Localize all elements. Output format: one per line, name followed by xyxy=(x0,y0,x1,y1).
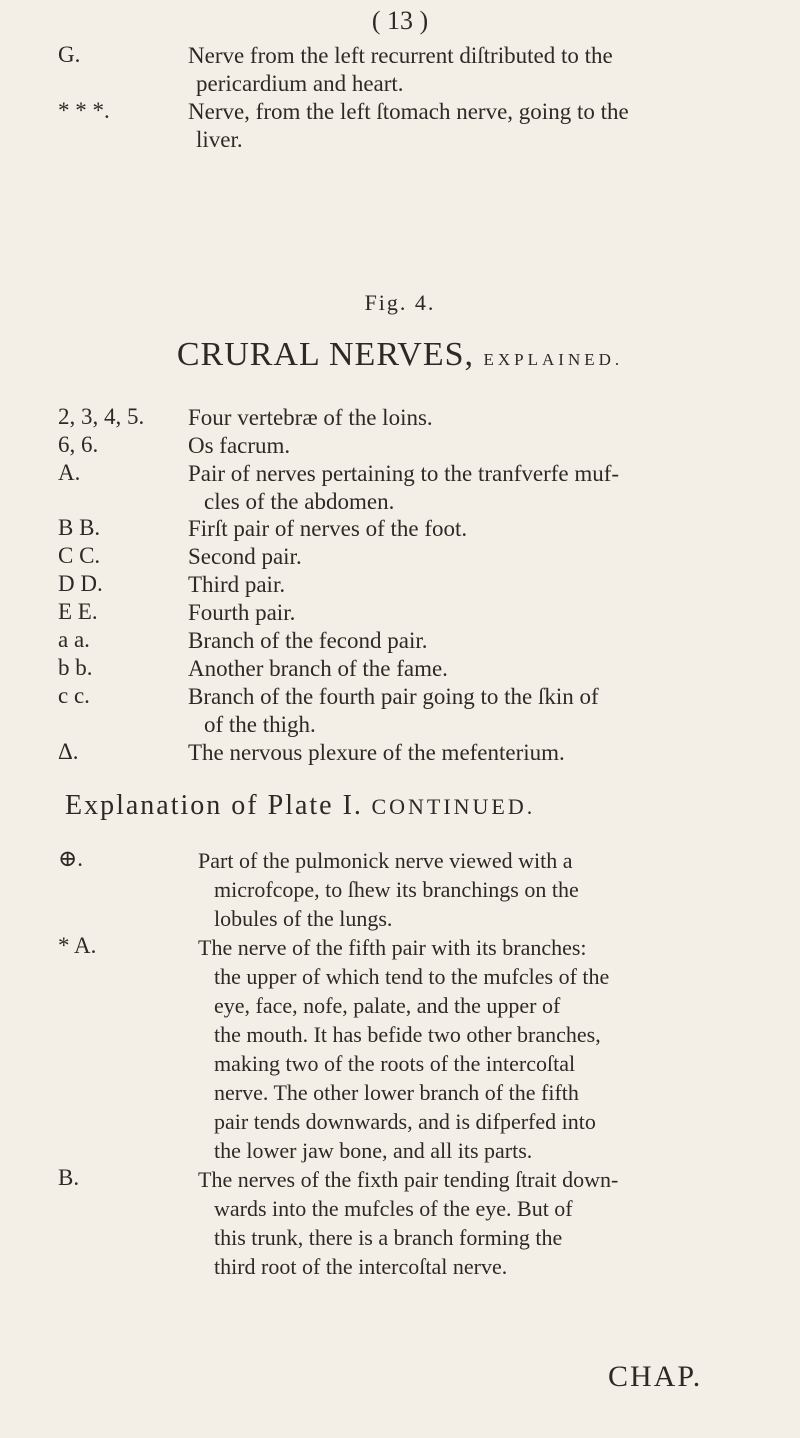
entry-text xyxy=(188,627,768,655)
entry-text xyxy=(198,933,778,1165)
explanation-heading-main: Explanation of Plate I. xyxy=(65,790,363,821)
line: Os facrum. xyxy=(188,433,291,458)
entry-key: A. xyxy=(58,460,81,485)
line: pair tends downwards, and is difperfed into xyxy=(214,1109,596,1134)
line: Another branch of the fame. xyxy=(188,656,448,681)
entry-key: B. xyxy=(58,1165,80,1190)
line: The nerve of the fifth pair with its branches: xyxy=(198,935,587,960)
entry-text xyxy=(188,543,768,571)
line: third root of the intercoſtal nerve. xyxy=(214,1254,508,1279)
line: The nerves of the fixth pair tending ſtrait down- xyxy=(198,1167,619,1192)
line: lobules of the lungs. xyxy=(214,906,393,931)
entry-key: 2, 3, 4, 5. xyxy=(58,404,145,429)
entry-text xyxy=(198,1165,778,1281)
entry-text xyxy=(188,571,768,599)
entry-text xyxy=(188,683,768,739)
entry-text xyxy=(188,42,768,98)
entry-key: 6, 6. xyxy=(58,432,99,457)
line: Third pair. xyxy=(188,572,286,597)
line: Firſt pair of nerves of the foot. xyxy=(188,516,468,541)
line: Nerve, from the left ſtomach nerve, going to the xyxy=(188,99,629,124)
entry-text xyxy=(188,460,768,516)
entry-text xyxy=(188,404,768,432)
entry-key: G. xyxy=(58,42,81,67)
section-title-suffix: EXPLAINED. xyxy=(483,350,624,369)
line: pericardium and heart. xyxy=(196,71,404,96)
line: the mouth. It has befide two other branches, xyxy=(214,1022,601,1047)
section-title xyxy=(0,336,800,374)
explanation-heading-suffix: CONTINUED. xyxy=(371,794,536,819)
line: Branch of the fourth pair going to the ſkin of xyxy=(188,684,599,709)
line: the lower jaw bone, and all its parts. xyxy=(214,1138,533,1163)
entry-text xyxy=(188,739,768,767)
line: microfcope, to ſhew its branchings on the xyxy=(214,877,579,902)
entry-key: Δ. xyxy=(58,739,79,764)
line: the upper of which tend to the mufcles of the xyxy=(214,964,610,989)
line: Four vertebræ of the loins. xyxy=(188,405,433,430)
entry-text xyxy=(198,846,778,933)
line: Pair of nerves pertaining to the tranfverfe muf- xyxy=(188,461,620,486)
entry-key: E E. xyxy=(58,599,98,624)
entry-key: c c. xyxy=(58,683,90,708)
line: Second pair. xyxy=(188,544,302,569)
page-number: ( 13 ) xyxy=(371,6,429,35)
entry-key: D D. xyxy=(58,571,103,596)
entry-key: B B. xyxy=(58,515,101,540)
line: making two of the roots of the intercoſtal xyxy=(214,1051,576,1076)
entry-key: a a. xyxy=(58,627,90,652)
entry-key: b b. xyxy=(58,655,93,680)
explanation-heading xyxy=(65,790,785,822)
line: Nerve from the left recurrent diſtributed to the xyxy=(188,43,613,68)
entry-key: ⊕. xyxy=(58,846,84,871)
line: Fourth pair. xyxy=(188,600,296,625)
entry-text xyxy=(188,432,768,460)
line: The nervous plexure of the mefenterium. xyxy=(188,740,565,765)
entry-text xyxy=(188,515,768,543)
entry-key: C C. xyxy=(58,543,101,568)
entry-key: * * *. xyxy=(58,98,110,123)
entry-text xyxy=(188,98,768,154)
line: wards into the mufcles of the eye. But of xyxy=(214,1196,573,1221)
line: this trunk, there is a branch forming the xyxy=(214,1225,563,1250)
line: Part of the pulmonick nerve viewed with a xyxy=(198,848,573,873)
figure-label: Fig. 4. xyxy=(364,290,436,315)
entry-text xyxy=(188,599,768,627)
line: nerve. The other lower branch of the fifth xyxy=(214,1080,579,1105)
line: of the thigh. xyxy=(204,712,316,737)
line: liver. xyxy=(196,127,243,152)
line: eye, face, nofe, palate, and the upper of xyxy=(214,993,561,1018)
entry-key: * A. xyxy=(58,933,97,958)
line: cles of the abdomen. xyxy=(204,489,395,514)
section-title-main: CRURAL NERVES, xyxy=(176,336,474,373)
line: Branch of the fecond pair. xyxy=(188,628,428,653)
entry-text xyxy=(188,655,768,683)
catchword: CHAP. xyxy=(608,1360,703,1393)
